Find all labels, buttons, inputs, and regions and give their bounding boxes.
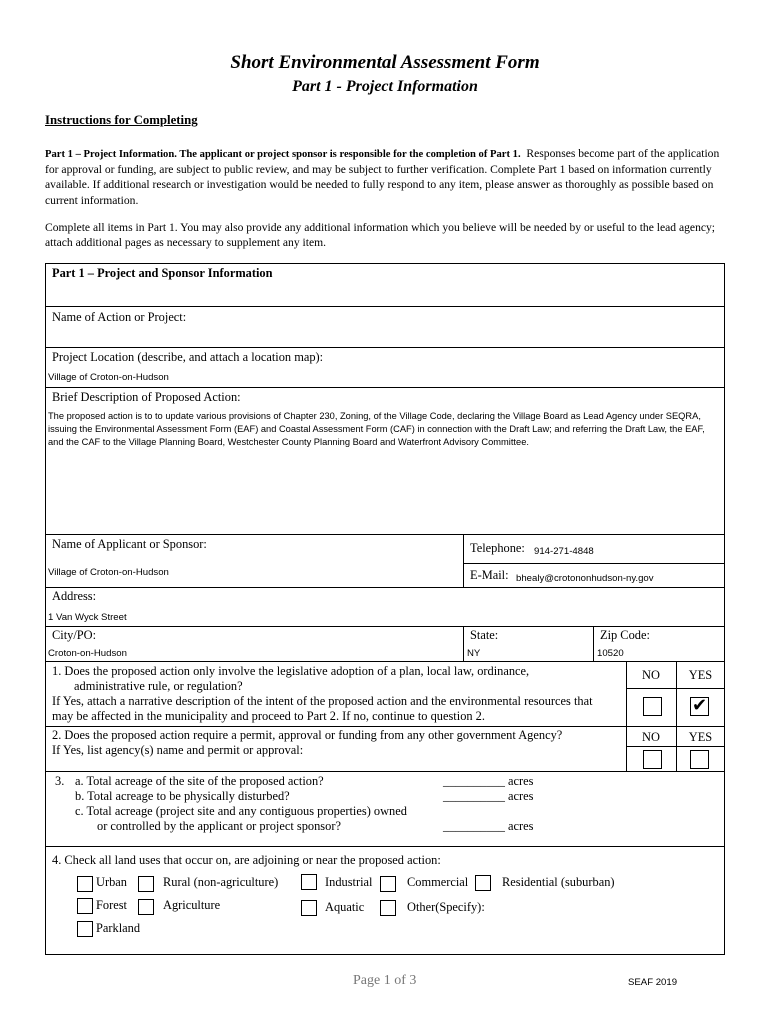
q3b-text: b. Total acreage to be physically disturbed? [75,789,290,803]
city-label: City/PO: [52,628,97,642]
page-subtitle: Part 1 - Project Information [292,78,478,95]
land-use-agriculture-checkbox[interactable] [138,899,154,915]
divider [45,661,725,662]
q3a-acres-field[interactable]: __________ acres [443,774,534,788]
q3a-text: a. Total acreage of the site of the proposed action? [75,774,324,788]
land-use-rural-label: Rural (non-agriculture) [163,875,279,889]
instructions-paragraph-1-rest: Responses become part of the application for approval or funding, are subject to public review, and may be subject to further verification. Complete Part 1 based on information currently available. If additional research or investigation would be needed to fully respond to any item, please answer as thoroughly as possible based on current information. [45,147,720,207]
brief-description-label: Brief Description of Proposed Action: [52,390,241,404]
form-code: SEAF 2019 [628,977,678,988]
q3b-acres-field[interactable]: __________ acres [443,789,534,803]
zip-label: Zip Code: [600,628,650,642]
land-use-residential-checkbox[interactable] [475,875,491,891]
divider [626,746,725,747]
instructions-paragraph-2: Complete all items in Part 1. You may also provide any additional information which you believe will be needed by or useful to the lead agency; attach additional pages as necessary to supplement any item. [45,221,716,250]
land-use-commercial-checkbox[interactable] [380,876,396,892]
q1-text: administrative rule, or regulation? [74,679,243,693]
land-use-industrial-checkbox[interactable] [301,874,317,890]
q1-text: 1. Does the proposed action only involve the legislative adoption of a plan, local law, ordinance, [52,664,530,678]
address-field[interactable]: 1 Van Wyck Street [48,612,127,623]
land-use-forest-label: Forest [96,898,127,912]
telephone-label: Telephone: [470,541,525,555]
divider [45,846,725,847]
q3-number: 3. [55,774,65,788]
land-use-urban-checkbox[interactable] [77,876,93,892]
divider [463,563,725,564]
city-field[interactable]: Croton-on-Hudson [48,648,127,659]
page-number: Page 1 of 3 [353,973,417,988]
email-label: E-Mail: [470,568,509,582]
q2-no-label: NO [642,730,660,744]
land-use-parkland-checkbox[interactable] [77,921,93,937]
land-use-residential-label: Residential (suburban) [502,875,615,889]
divider [45,771,725,772]
q1-no-label: NO [642,668,660,682]
divider [626,688,725,689]
divider [45,387,725,388]
q1-text: If Yes, attach a narrative description of the intent of the proposed action and the environmental resources that [52,694,593,708]
form-table [45,263,725,955]
land-use-aquatic-checkbox[interactable] [301,900,317,916]
land-use-other-label: Other(Specify): [407,900,485,914]
applicant-label: Name of Applicant or Sponsor: [52,537,207,551]
land-use-commercial-label: Commercial [407,875,469,889]
section-title: Part 1 – Project and Sponsor Information [52,266,273,280]
address-label: Address: [52,589,97,603]
land-use-industrial-label: Industrial [325,875,373,889]
land-use-urban-label: Urban [96,875,127,889]
q2-no-checkbox[interactable] [643,750,662,769]
state-field[interactable]: NY [467,648,481,659]
name-of-action-field[interactable] [48,328,718,344]
land-use-aquatic-label: Aquatic [325,900,365,914]
instructions-paragraph-1-bold: Part 1 – Project Information. The applicant or project sponsor is responsible for the completion of Part 1. [45,149,521,160]
divider [45,347,725,348]
divider [463,534,464,587]
land-use-other-checkbox[interactable] [380,900,396,916]
instructions-paragraph-1 [45,146,725,208]
q2-yes-label: YES [688,730,713,744]
telephone-field[interactable]: 914-271-4848 [534,546,594,557]
divider [45,306,725,307]
divider [45,587,725,588]
land-use-parkland-label: Parkland [96,921,141,935]
project-location-field[interactable]: Village of Croton-on-Hudson [48,372,169,383]
instructions-heading: Instructions for Completing [45,113,198,127]
q2-yes-checkbox[interactable] [690,750,709,769]
zip-field[interactable]: 10520 [597,648,624,659]
land-use-agriculture-label: Agriculture [163,898,221,912]
check-mark-icon: ✔ [692,695,708,716]
q1-yes-label: YES [688,668,713,682]
email-field[interactable]: bhealy@crotononhudson-ny.gov [516,573,654,584]
brief-description-field[interactable]: The proposed action is to to update various provisions of Chapter 230, Zoning, of the Village Code, declaring the Village Board as Lead Agency under SEQRA, issuing the Environmental Assessment Form (EAF) and Coastal Assessment Form (CAF) in connection with the Draft Law; and referring the Draft Law, the EAF, and the CAF to the Village Planning Board, Westchester County Planning Board and Waterfront Advisory Committee. [48,411,705,448]
applicant-field[interactable]: Village of Croton-on-Hudson [48,567,169,578]
project-location-label: Project Location (describe, and attach a location map): [52,350,324,364]
q3c-text: c. Total acreage (project site and any contiguous properties) owned [75,804,407,818]
land-use-forest-checkbox[interactable] [77,898,93,914]
q1-no-checkbox[interactable] [643,697,662,716]
divider [593,626,594,661]
divider [463,626,464,661]
land-use-rural-checkbox[interactable] [138,876,154,892]
q1-yes-checkbox[interactable] [690,697,709,716]
q2-text: 2. Does the proposed action require a permit, approval or funding from any other government Agency? [52,728,563,742]
q3c-text: or controlled by the applicant or project sponsor? [97,819,341,833]
q1-text: may be affected in the municipality and proceed to Part 2. If no, continue to question 2. [52,709,485,723]
page-title: Short Environmental Assessment Form [230,52,540,73]
q4-text: 4. Check all land uses that occur on, are adjoining or near the proposed action: [52,853,441,867]
name-of-action-label: Name of Action or Project: [52,310,187,324]
divider [45,726,725,727]
q3c-acres-field[interactable]: __________ acres [443,819,534,833]
q2-text: If Yes, list agency(s) name and permit or approval: [52,743,304,757]
state-label: State: [470,628,499,642]
divider [45,626,725,627]
divider [45,534,725,535]
